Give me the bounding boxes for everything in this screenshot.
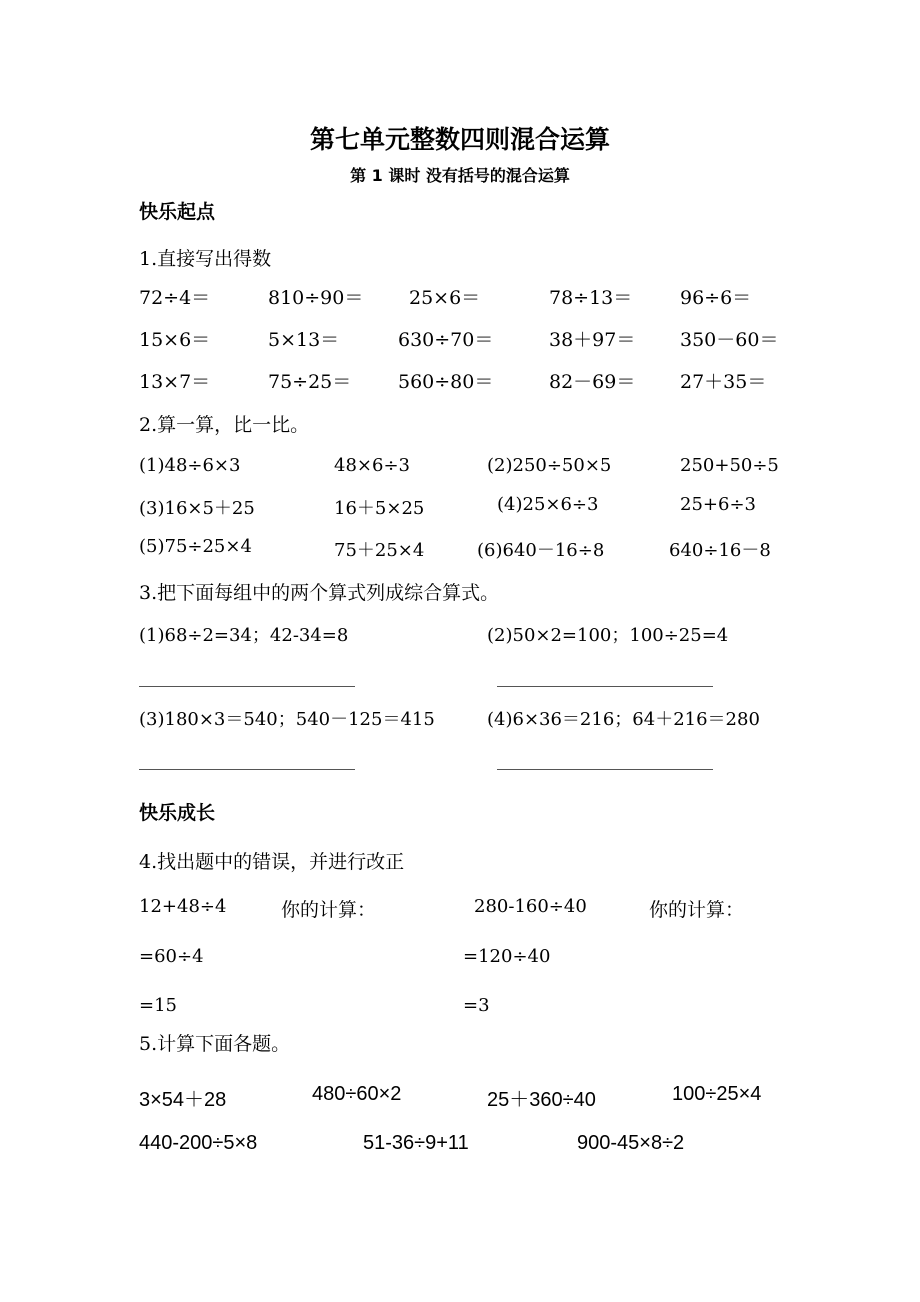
your-calculation-label: 你的计算：	[649, 899, 745, 921]
section-heading-growth: 快乐成长	[139, 802, 216, 824]
q5-item: 51-36÷9+11	[363, 1132, 469, 1154]
q1-item: 5×13＝	[268, 329, 340, 351]
q4-right-step: =3	[463, 995, 490, 1016]
q4-left-expression: 12+48÷4	[139, 896, 227, 917]
your-calculation-label: 你的计算：	[281, 899, 377, 921]
q5-item: 900-45×8÷2	[577, 1132, 685, 1154]
section-heading-start: 快乐起点	[139, 201, 216, 223]
q1-item: 630÷70＝	[398, 329, 494, 351]
q1-item: 38＋97＝	[549, 329, 636, 351]
q3-item: (3)180×3＝540；540－125＝415	[139, 709, 435, 730]
q4-right-expression: 280-160÷40	[474, 896, 587, 917]
q1-item: 810÷90＝	[268, 287, 364, 309]
q2-prompt: 2.算一算，比一比。	[139, 414, 310, 436]
q2-item: (2)250÷50×5	[487, 455, 612, 476]
q4-right-step: =120÷40	[463, 946, 551, 967]
page-subtitle: 第 1 课时 没有括号的混合运算	[350, 166, 570, 185]
q5-item: 440-200÷5×8	[139, 1132, 258, 1154]
q1-item: 82－69＝	[549, 371, 636, 393]
q2-item: 640÷16－8	[669, 540, 771, 561]
q2-item: (6)640－16÷8	[477, 540, 605, 561]
q5-item: 3×54＋28	[139, 1089, 227, 1111]
q1-item: 25×6＝	[409, 287, 481, 309]
q5-prompt: 5.计算下面各题。	[139, 1033, 291, 1055]
q4-left-step: =60÷4	[139, 946, 204, 967]
q1-item: 13×7＝	[139, 371, 211, 393]
q5-item: 100÷25×4	[672, 1083, 762, 1105]
q4-left-step: =15	[139, 995, 177, 1016]
q2-item: 250+50÷5	[680, 455, 779, 476]
q3-item: (1)68÷2=34；42-34=8	[139, 625, 349, 646]
q4-prompt: 4.找出题中的错误，并进行改正	[139, 851, 405, 873]
q1-item: 78÷13＝	[549, 287, 633, 309]
q1-item: 350－60＝	[680, 329, 779, 351]
q1-prompt: 1.直接写出得数	[139, 248, 272, 270]
answer-line[interactable]	[497, 769, 713, 770]
q1-item: 96÷6＝	[680, 287, 752, 309]
q1-item: 27＋35＝	[680, 371, 767, 393]
q5-item: 480÷60×2	[312, 1083, 402, 1105]
q1-item: 72÷4＝	[139, 287, 211, 309]
q3-item: (4)6×36＝216；64＋216＝280	[487, 709, 760, 730]
q1-item: 15×6＝	[139, 329, 211, 351]
q2-item: (3)16×5＋25	[139, 498, 255, 519]
answer-line[interactable]	[139, 769, 355, 770]
q1-item: 75÷25＝	[268, 371, 352, 393]
q5-item: 25＋360÷40	[487, 1089, 596, 1111]
q3-item: (2)50×2=100；100÷25=4	[487, 625, 729, 646]
q2-item: 48×6÷3	[334, 455, 410, 476]
page-title: 第七单元整数四则混合运算	[309, 125, 610, 154]
q2-item: (1)48÷6×3	[139, 455, 241, 476]
answer-line[interactable]	[497, 686, 713, 687]
q2-item: (5)75÷25×4	[139, 536, 252, 557]
q2-item: 16＋5×25	[334, 498, 425, 519]
q2-item: 25+6÷3	[680, 494, 756, 515]
q1-item: 560÷80＝	[398, 371, 494, 393]
answer-line[interactable]	[139, 686, 355, 687]
q3-prompt: 3.把下面每组中的两个算式列成综合算式。	[139, 582, 500, 604]
q2-item: (4)25×6÷3	[497, 494, 599, 515]
q2-item: 75＋25×4	[334, 540, 425, 561]
